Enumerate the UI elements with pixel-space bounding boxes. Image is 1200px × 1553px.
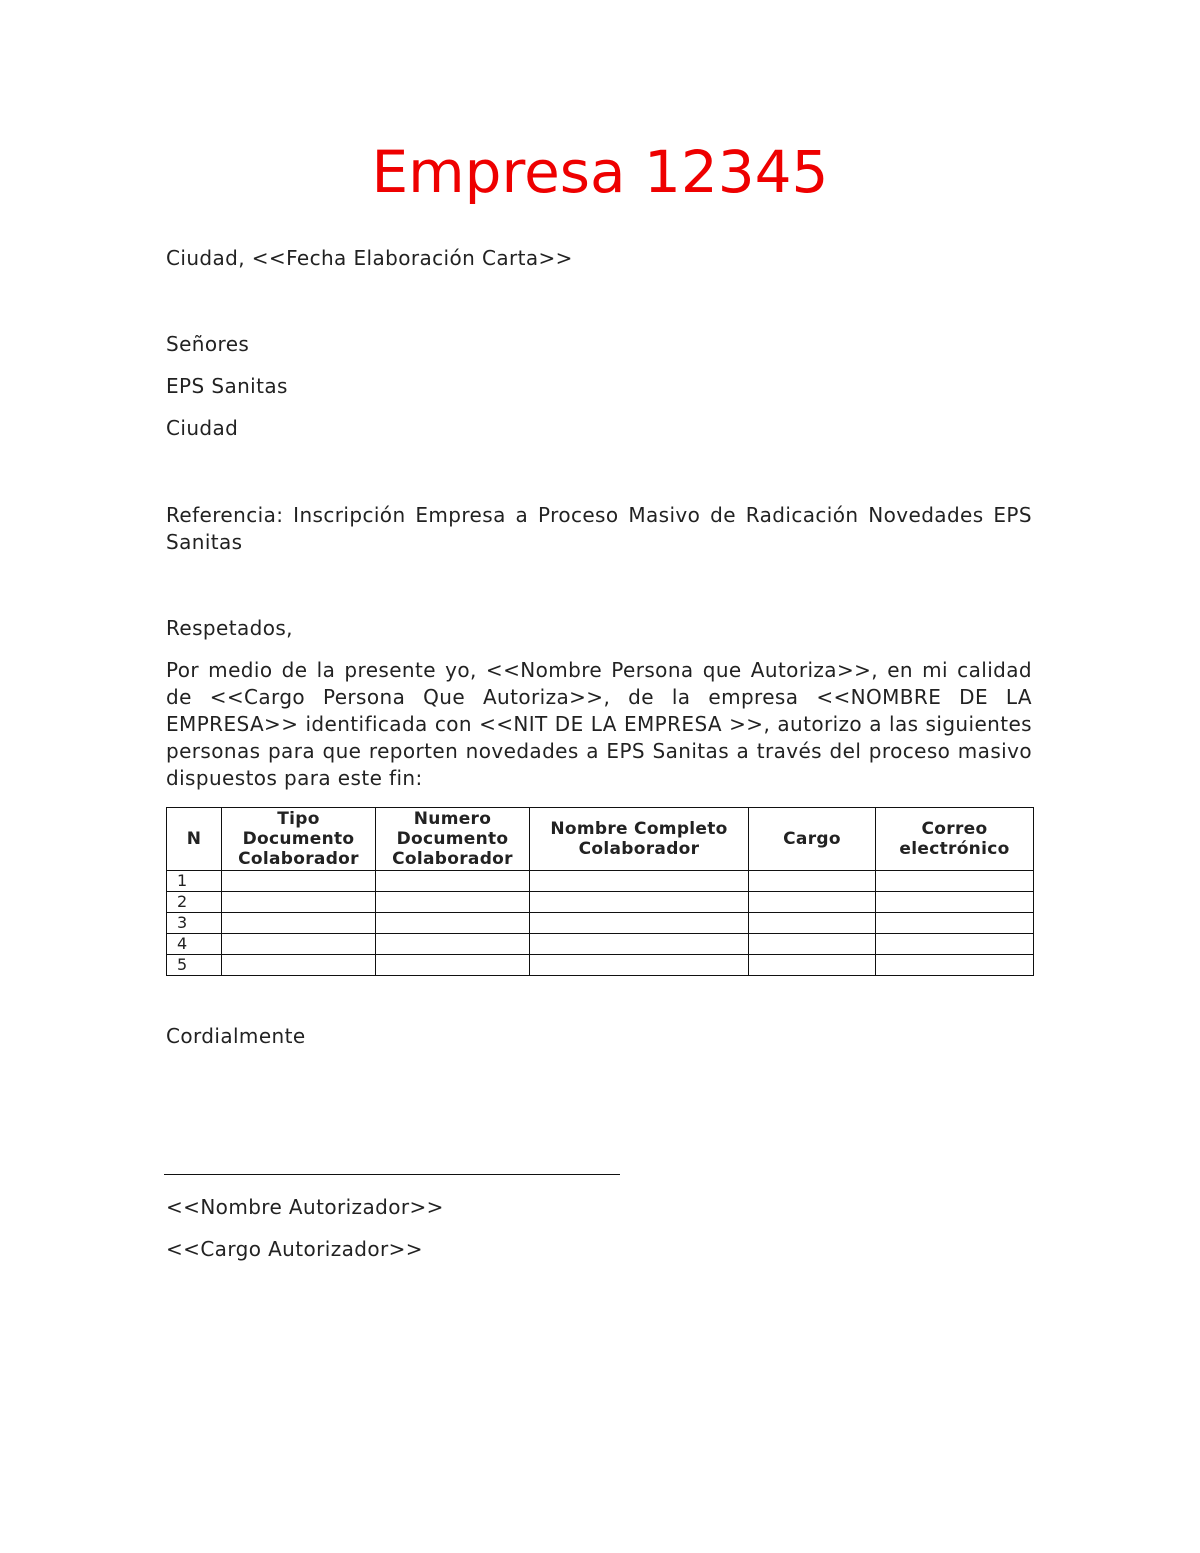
cell-full-name bbox=[530, 871, 749, 892]
table-row bbox=[167, 871, 1034, 892]
row-number: 4 bbox=[167, 934, 222, 955]
body-paragraph: Por medio de la presente yo, <<Nombre Persona que Autoriza>>, en mi calidad de <<Cargo Persona Que Autoriza>>, de la empresa <<NOMBRE DE LA EMPRESA>> identificada con <<NIT DE LA EMPRESA >>, autorizo a las siguientes personas para que reporten novedades a EPS Sanitas a través del proceso masivo dispuestos para este fin: bbox=[166, 658, 1032, 790]
table-header-row bbox=[167, 808, 1034, 871]
cell-email bbox=[876, 892, 1034, 913]
cell-position bbox=[749, 955, 876, 976]
cell-document-number bbox=[376, 913, 530, 934]
recipient-salutation: Señores bbox=[166, 332, 250, 356]
cell-email bbox=[876, 934, 1034, 955]
header-position: Cargo bbox=[749, 808, 876, 871]
cell-position bbox=[749, 892, 876, 913]
cell-document-number bbox=[376, 955, 530, 976]
table-row bbox=[167, 892, 1034, 913]
row-number: 1 bbox=[167, 871, 222, 892]
cell-full-name bbox=[530, 892, 749, 913]
cell-document-type bbox=[222, 934, 376, 955]
header-document-type: Tipo Documento Colaborador bbox=[222, 808, 376, 871]
city-date-line: Ciudad, <<Fecha Elaboración Carta>> bbox=[166, 246, 573, 270]
collaborators-table bbox=[166, 807, 1034, 976]
cell-document-type bbox=[222, 913, 376, 934]
cell-email bbox=[876, 871, 1034, 892]
row-number: 5 bbox=[167, 955, 222, 976]
cell-position bbox=[749, 871, 876, 892]
cell-email bbox=[876, 955, 1034, 976]
table-row bbox=[167, 913, 1034, 934]
company-title: Empresa 12345 bbox=[371, 138, 829, 206]
header-email: Correo electrónico bbox=[876, 808, 1034, 871]
cell-full-name bbox=[530, 913, 749, 934]
reference-line: Referencia: Inscripción Empresa a Proceso Masivo de Radicación Novedades EPS Sanitas bbox=[166, 503, 1032, 554]
signature-name: <<Nombre Autorizador>> bbox=[166, 1195, 444, 1219]
table-row bbox=[167, 955, 1034, 976]
header-n: N bbox=[167, 808, 222, 871]
recipient-organization: EPS Sanitas bbox=[166, 374, 288, 398]
cell-document-type bbox=[222, 892, 376, 913]
row-number: 2 bbox=[167, 892, 222, 913]
cell-document-type bbox=[222, 955, 376, 976]
cell-document-number bbox=[376, 892, 530, 913]
cell-full-name bbox=[530, 934, 749, 955]
cell-document-number bbox=[376, 934, 530, 955]
cell-position bbox=[749, 913, 876, 934]
cell-position bbox=[749, 934, 876, 955]
header-full-name: Nombre Completo Colaborador bbox=[530, 808, 749, 871]
row-number: 3 bbox=[167, 913, 222, 934]
greeting: Respetados, bbox=[166, 616, 293, 640]
header-document-number: Numero Documento Colaborador bbox=[376, 808, 530, 871]
table-row bbox=[167, 934, 1034, 955]
signature-line bbox=[164, 1174, 620, 1175]
cell-email bbox=[876, 913, 1034, 934]
recipient-city: Ciudad bbox=[166, 416, 239, 440]
closing: Cordialmente bbox=[166, 1024, 306, 1048]
cell-document-number bbox=[376, 871, 530, 892]
cell-full-name bbox=[530, 955, 749, 976]
cell-document-type bbox=[222, 871, 376, 892]
signature-position: <<Cargo Autorizador>> bbox=[166, 1237, 423, 1261]
